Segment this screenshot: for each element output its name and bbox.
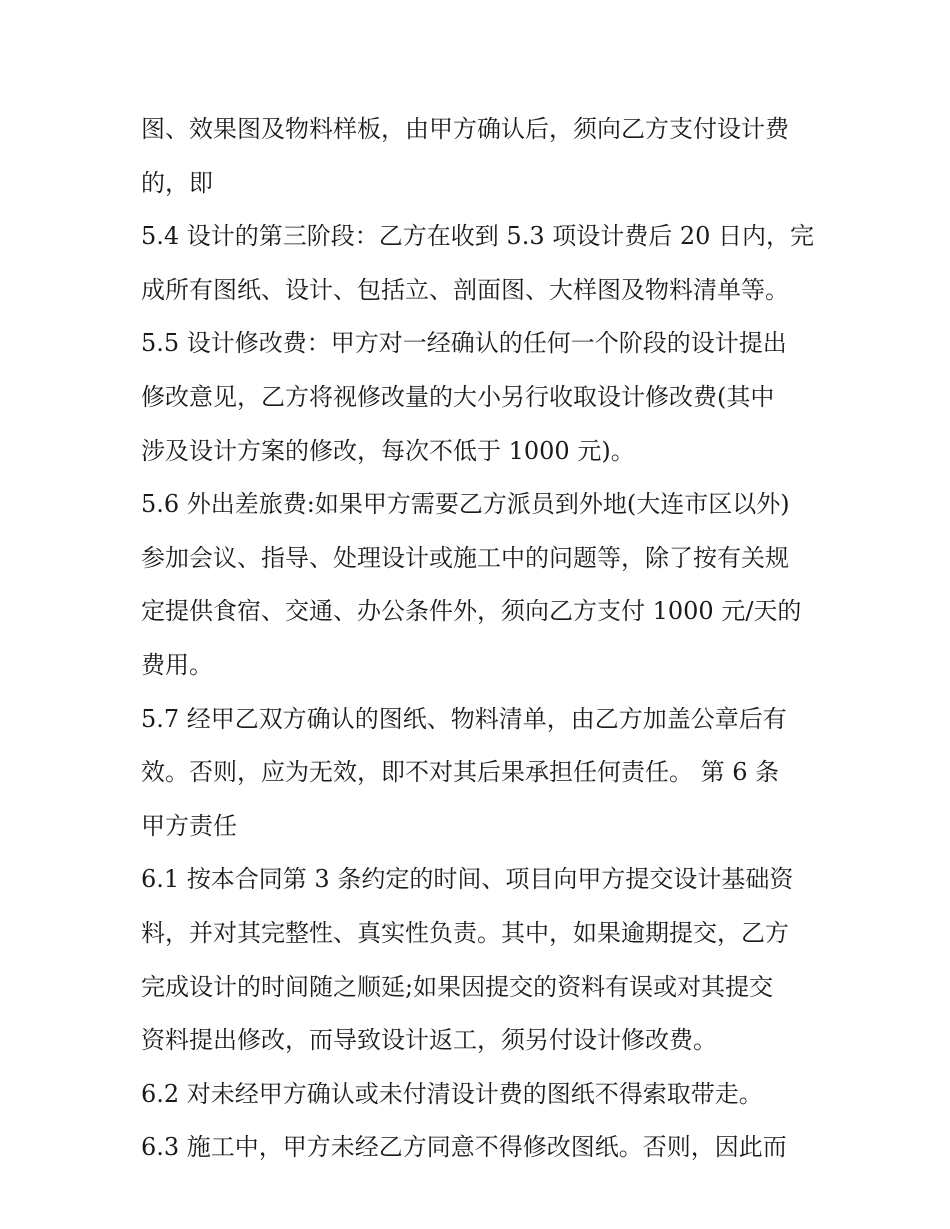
- text-line: 参加会议、指导、处理设计或施工中的问题等，除了按有关规: [141, 543, 789, 572]
- text-line: 的，即: [141, 168, 213, 197]
- text-line: 定提供食宿、交通、办公条件外，须向乙方支付 1000 元/天的: [141, 597, 802, 626]
- text-line: 5.6 外出差旅费:如果甲方需要乙方派员到外地(大连市区以外): [141, 490, 790, 519]
- text-line: 料，并对其完整性、真实性负责。其中，如果逾期提交，乙方: [141, 918, 789, 947]
- text-line: 成所有图纸、设计、包括立、剖面图、大样图及物料清单等。: [141, 275, 789, 304]
- text-line: 5.4 设计的第三阶段：乙方在收到 5.3 项设计费后 20 日内，完: [141, 222, 815, 251]
- text-line: 涉及设计方案的修改，每次不低于 1000 元)。: [141, 436, 635, 465]
- text-line: 费用。: [141, 650, 213, 679]
- text-line: 甲方责任: [141, 811, 237, 840]
- text-line: 完成设计的时间随之顺延;如果因提交的资料有误或对其提交: [141, 972, 774, 1001]
- text-line: 效。否则，应为无效，即不对其后果承担任何责任。 第 6 条: [141, 758, 780, 787]
- text-line: 资料提出修改，而导致设计返工，须另付设计修改费。: [141, 1026, 717, 1055]
- text-line: 6.1 按本合同第 3 条约定的时间、项目向甲方提交设计基础资: [141, 865, 794, 894]
- text-line: 5.5 设计修改费：甲方对一经确认的任何一个阶段的设计提出: [141, 329, 787, 358]
- text-line: 6.2 对未经甲方确认或未付清设计费的图纸不得索取带走。: [141, 1079, 763, 1108]
- text-line: 5.7 经甲乙双方确认的图纸、物料清单，由乙方加盖公章后有: [141, 704, 787, 733]
- contract-text-body: [141, 103, 821, 1175]
- text-line: 图、效果图及物料样板，由甲方确认后，须向乙方支付设计费: [141, 115, 789, 143]
- text-line: 6.3 施工中，甲方未经乙方同意不得修改图纸。否则，因此而: [141, 1133, 787, 1162]
- text-line: 修改意见，乙方将视修改量的大小另行收取设计修改费(其中: [141, 382, 775, 411]
